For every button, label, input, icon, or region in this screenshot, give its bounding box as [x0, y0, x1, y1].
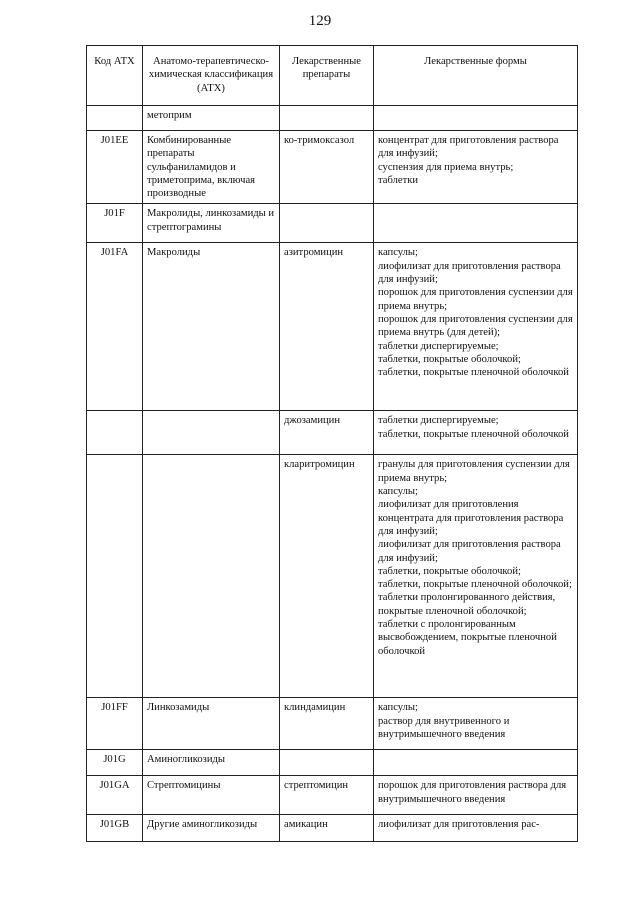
cell-code: J01GB [87, 815, 143, 842]
form-item: лиофилизат для приготовления концентрата для приготовления раствора для инфузий; [378, 499, 564, 537]
form-item: таблетки, покрытые пленочной оболочкой [378, 367, 569, 379]
cell-forms [374, 106, 578, 131]
cell-classification [143, 455, 280, 698]
cell-classification: Другие аминогликозиды [143, 815, 280, 842]
cell-forms [374, 750, 578, 776]
cell-classification: Макролиды [143, 243, 280, 411]
form-item: капсулы; [378, 486, 418, 498]
table-row [87, 750, 578, 776]
cell-classification [143, 411, 280, 455]
form-item: капсулы; [378, 247, 418, 259]
form-item: таблетки, покрытые пленочной оболочкой; [378, 579, 572, 591]
cell-classification: Стрептомицины [143, 776, 280, 815]
table-header-row [87, 46, 578, 106]
page-number: 129 [308, 13, 332, 29]
table-row [87, 698, 578, 750]
cell-forms [374, 455, 578, 698]
cell-forms [374, 815, 578, 842]
cell-forms [374, 698, 578, 750]
form-item: таблетки с пролонгированным высвобождением, покрытые пленочной оболочкой [378, 619, 557, 657]
form-item: таблетки диспергируемые; [378, 415, 499, 427]
cell-forms [374, 131, 578, 204]
cell-code: J01FF [87, 698, 143, 750]
cell-classification: Комбинированные препараты сульфаниламидов и триметоприма, включая производные [143, 131, 280, 204]
form-item: капсулы; [378, 702, 418, 714]
cell-code: J01FA [87, 243, 143, 411]
form-item: лиофилизат для приготовления раствора для инфузий; [378, 260, 561, 286]
atx-table [86, 45, 578, 842]
header-classification: Анатомо-терапевтическо-химическая классификация (АТХ) [143, 46, 280, 106]
cell-drug: ко-тримоксазол [280, 131, 374, 204]
form-item: концентрат для приготовления раствора для инфузий; [378, 135, 559, 160]
table-row [87, 776, 578, 815]
header-code: Код АТХ [87, 46, 143, 106]
table-row [87, 455, 578, 698]
form-item: таблетки, покрытые оболочкой; [378, 353, 521, 365]
table-row [87, 411, 578, 455]
table-row [87, 204, 578, 243]
form-item: таблетки пролонгированного действия, покрытые пленочной оболочкой; [378, 592, 556, 617]
table-row [87, 106, 578, 131]
form-item: таблетки диспергируемые; [378, 340, 499, 352]
cell-classification: метоприм [143, 106, 280, 131]
cell-drug: джозамицин [280, 411, 374, 455]
cell-classification: Линкозамиды [143, 698, 280, 750]
cell-code: J01G [87, 750, 143, 776]
cell-drug [280, 106, 374, 131]
cell-classification: Макролиды, линкозамиды и стрептограмины [143, 204, 280, 243]
cell-code: J01EE [87, 131, 143, 204]
header-drugs: Лекарственные препараты [280, 46, 374, 106]
cell-drug: кларитромицин [280, 455, 374, 698]
form-item: таблетки, покрытые пленочной оболочкой [378, 428, 569, 440]
header-forms: Лекарственные формы [374, 46, 578, 106]
cell-forms [374, 776, 578, 815]
form-item: порошок для приготовления раствора для внутримышечного введения [378, 780, 567, 805]
cell-code [87, 411, 143, 455]
cell-forms [374, 243, 578, 411]
cell-drug [280, 750, 374, 776]
cell-code [87, 106, 143, 131]
cell-drug: клиндамицин [280, 698, 374, 750]
table-row [87, 131, 578, 204]
form-item: порошок для приготовления суспензии для приема внутрь; [378, 287, 573, 312]
form-item: таблетки, покрытые оболочкой; [378, 565, 521, 577]
table-row [87, 243, 578, 411]
cell-code: J01F [87, 204, 143, 243]
cell-drug [280, 204, 374, 243]
form-item: суспензия для приема внутрь; [378, 161, 514, 173]
cell-drug: азитромицин [280, 243, 374, 411]
form-item: раствор для внутривенного и внутримышечного введения [378, 715, 510, 741]
table-row [87, 815, 578, 842]
cell-drug: амикацин [280, 815, 374, 842]
form-item: порошок для приготовления суспензии для приема внутрь (для детей); [378, 313, 573, 339]
form-item: гранулы для приготовления суспензии для приема внутрь; [378, 459, 570, 484]
cell-code [87, 455, 143, 698]
cell-drug: стрептомицин [280, 776, 374, 815]
form-item: лиофилизат для приготовления рас- [378, 819, 540, 831]
cell-code: J01GA [87, 776, 143, 815]
cell-forms [374, 204, 578, 243]
form-item: лиофилизат для приготовления раствора для инфузий; [378, 539, 561, 564]
cell-forms [374, 411, 578, 455]
cell-classification: Аминогликозиды [143, 750, 280, 776]
form-item: таблетки [378, 174, 419, 186]
